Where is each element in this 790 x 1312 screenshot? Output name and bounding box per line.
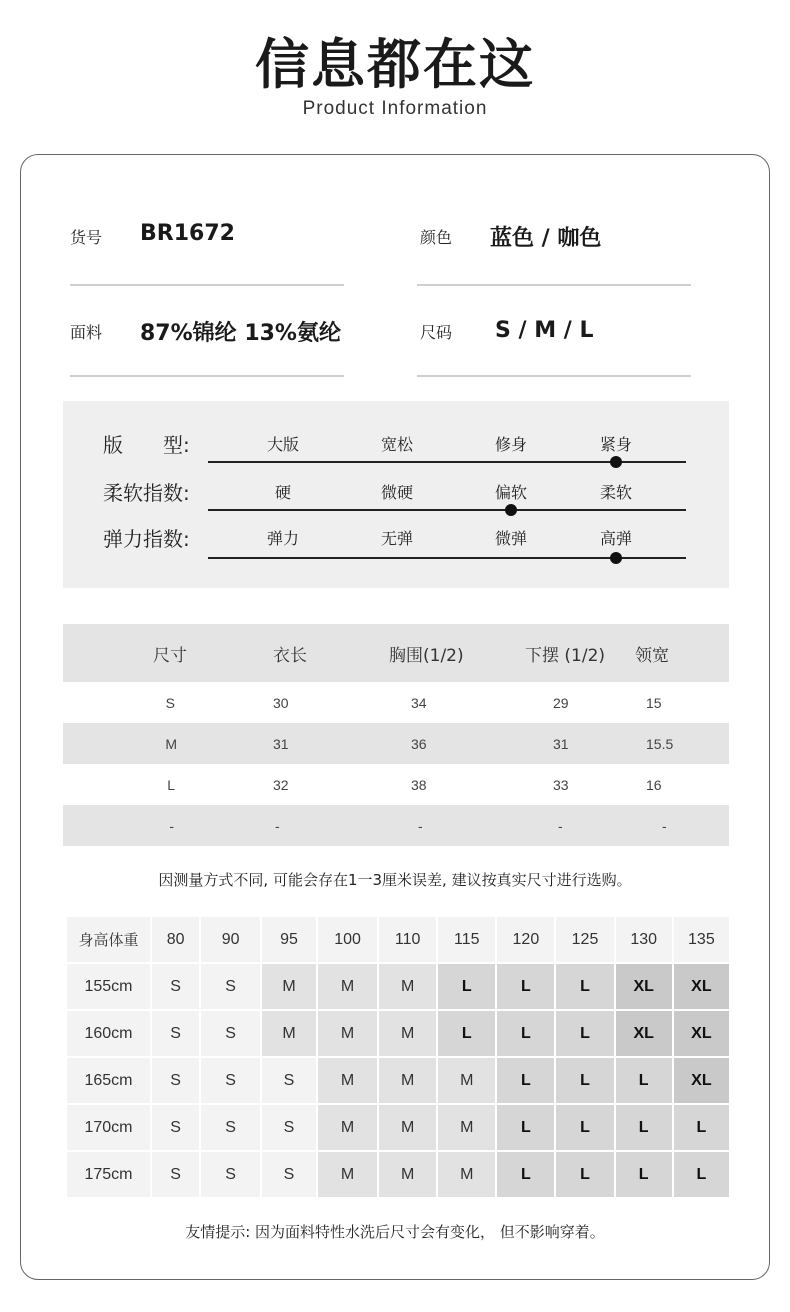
- table-cell: -: [273, 805, 375, 846]
- weight-header: 80: [152, 917, 199, 962]
- feature-option: 大版: [266, 435, 299, 454]
- size-cell: L: [497, 1105, 554, 1150]
- size-cell: M: [318, 1105, 377, 1150]
- feature-option: 偏软: [494, 483, 527, 502]
- table-row: [63, 764, 729, 805]
- feature-label-fit: 版 型:: [103, 433, 190, 457]
- feature-marker: [505, 504, 517, 516]
- page-title: 信息都在这: [255, 33, 535, 96]
- table-row: [67, 964, 729, 1009]
- feature-option: 无弹: [380, 529, 413, 548]
- table-cell: S: [165, 694, 175, 711]
- size-cell: L: [438, 1011, 495, 1056]
- weight-header: 95: [262, 917, 316, 962]
- feature-label-softness: 柔软指数:: [103, 481, 190, 505]
- size-cell: M: [438, 1152, 495, 1197]
- table-cell: 16: [646, 776, 662, 793]
- divider: [70, 284, 344, 286]
- size-cell: L: [616, 1152, 672, 1197]
- height-label: 165cm: [67, 1058, 150, 1103]
- column-header: 衣长: [273, 624, 375, 682]
- size-cell: S: [262, 1058, 316, 1103]
- column-header: 胸围(1/2): [375, 624, 503, 682]
- feature-option: 紧身: [599, 435, 632, 454]
- weight-header: 110: [379, 917, 436, 962]
- size-cell: S: [152, 964, 199, 1009]
- table-cell: 36: [375, 723, 503, 764]
- size-cell: S: [262, 1152, 316, 1197]
- size-cell: M: [379, 1011, 436, 1056]
- size-cell: XL: [674, 964, 729, 1009]
- column-header: 下摆 (1/2): [503, 624, 617, 682]
- size-cell: S: [201, 1058, 260, 1103]
- weight-header: 135: [674, 917, 729, 962]
- feature-option: 修身: [494, 435, 527, 454]
- size-cell: L: [616, 1105, 672, 1150]
- size-cell: M: [262, 1011, 316, 1056]
- weight-header: 120: [497, 917, 554, 962]
- size-cell: M: [318, 1011, 377, 1056]
- column-header: 尺寸: [63, 624, 273, 682]
- feature-option: 微弹: [494, 529, 527, 548]
- feature-option: 弹力: [266, 529, 299, 548]
- table-row: [67, 1105, 729, 1150]
- divider: [417, 284, 691, 286]
- feature-marker: [610, 552, 622, 564]
- table-cell: -: [375, 805, 503, 846]
- size-cell: S: [152, 1152, 199, 1197]
- height-label: 160cm: [67, 1011, 150, 1056]
- feature-option: 高弹: [599, 529, 632, 548]
- table-cell: 33: [553, 776, 569, 793]
- fabric-label: 面料: [70, 323, 103, 342]
- table-cell: 15.5: [617, 723, 729, 764]
- size-cell: M: [379, 1105, 436, 1150]
- feature-option: 硬: [274, 483, 291, 502]
- height-label: 170cm: [67, 1105, 150, 1150]
- height-label: 175cm: [67, 1152, 150, 1197]
- table-row: [67, 1152, 729, 1197]
- table-row: [63, 723, 729, 764]
- size-cell: S: [152, 1058, 199, 1103]
- weight-header: 125: [556, 917, 613, 962]
- table-cell: 32: [273, 776, 289, 793]
- size-cell: XL: [616, 1011, 672, 1056]
- table-cell: 31: [273, 723, 375, 764]
- corner-cell: 身高体重: [67, 917, 150, 962]
- size-cell: S: [201, 1105, 260, 1150]
- size-cell: M: [379, 1152, 436, 1197]
- size-cell: M: [438, 1058, 495, 1103]
- weight-header: 90: [201, 917, 260, 962]
- size-cell: S: [262, 1105, 316, 1150]
- table-cell: M: [63, 723, 273, 764]
- size-cell: M: [438, 1105, 495, 1150]
- table-cell: 15: [646, 694, 662, 711]
- table-cell: 31: [503, 723, 617, 764]
- feature-option: 柔软: [599, 483, 632, 502]
- feature-scale-line: [208, 509, 686, 511]
- footer-note: 友情提示: 因为面料特性水洗后尺寸会有变化， 但不影响穿着。: [185, 1223, 605, 1241]
- size-cell: XL: [674, 1058, 729, 1103]
- item-no-value: BR1672: [140, 221, 235, 246]
- size-cell: L: [556, 1105, 613, 1150]
- weight-header: 100: [318, 917, 377, 962]
- size-cell: S: [201, 1011, 260, 1056]
- size-label: 尺码: [420, 323, 453, 342]
- size-cell: M: [379, 1058, 436, 1103]
- divider: [70, 375, 344, 377]
- feature-label-elasticity: 弹力指数:: [103, 527, 190, 551]
- table-cell: -: [617, 805, 729, 846]
- column-header: 领宽: [617, 624, 729, 682]
- feature-marker: [610, 456, 622, 468]
- size-cell: L: [438, 964, 495, 1009]
- size-cell: L: [616, 1058, 672, 1103]
- table-cell: -: [503, 805, 617, 846]
- table-row: [63, 682, 729, 723]
- size-cell: L: [497, 1011, 554, 1056]
- feature-option: 宽松: [380, 435, 413, 454]
- recommendation-rows: [67, 964, 729, 1197]
- item-no-label: 货号: [70, 228, 103, 247]
- size-cell: M: [318, 1152, 377, 1197]
- fabric-value: 87%锦纶 13%氨纶: [140, 321, 341, 346]
- table-cell: 29: [553, 694, 569, 711]
- size-cell: L: [497, 1152, 554, 1197]
- size-cell: S: [201, 964, 260, 1009]
- weight-header-row: [67, 917, 729, 962]
- size-cell: S: [201, 1152, 260, 1197]
- size-cell: L: [497, 1058, 554, 1103]
- size-cell: L: [674, 1105, 729, 1150]
- size-cell: S: [152, 1105, 199, 1150]
- size-cell: M: [379, 964, 436, 1009]
- page-subtitle: Product Information: [302, 98, 488, 119]
- table-row: [63, 805, 729, 846]
- size-cell: L: [497, 964, 554, 1009]
- size-cell: L: [556, 1152, 613, 1197]
- table-row: [67, 1058, 729, 1103]
- table-row: [67, 1011, 729, 1056]
- size-recommendation-table: [65, 915, 731, 1199]
- table-cell: -: [63, 805, 273, 846]
- size-cell: L: [556, 1058, 613, 1103]
- size-cell: S: [152, 1011, 199, 1056]
- table-cell: 34: [411, 694, 427, 711]
- divider: [417, 375, 691, 377]
- size-cell: L: [556, 964, 613, 1009]
- feature-panel: [63, 401, 729, 588]
- size-table: [63, 624, 729, 846]
- size-cell: L: [674, 1152, 729, 1197]
- color-label: 颜色: [420, 228, 453, 247]
- feature-option: 微硬: [380, 483, 413, 502]
- size-cell: XL: [674, 1011, 729, 1056]
- size-value: S / M / L: [495, 318, 594, 343]
- color-value: 蓝色 / 咖色: [490, 226, 602, 251]
- measurement-note: 因测量方式不同, 可能会存在1一3厘米误差, 建议按真实尺寸进行选购。: [158, 871, 632, 889]
- size-cell: M: [262, 964, 316, 1009]
- weight-header: 130: [616, 917, 672, 962]
- size-cell: M: [318, 1058, 377, 1103]
- table-cell: 30: [273, 694, 289, 711]
- size-cell: XL: [616, 964, 672, 1009]
- size-cell: M: [318, 964, 377, 1009]
- table-cell: 38: [411, 776, 427, 793]
- size-cell: L: [556, 1011, 613, 1056]
- height-label: 155cm: [67, 964, 150, 1009]
- weight-header: 115: [438, 917, 495, 962]
- size-table-header: [63, 624, 729, 682]
- table-cell: L: [167, 776, 175, 793]
